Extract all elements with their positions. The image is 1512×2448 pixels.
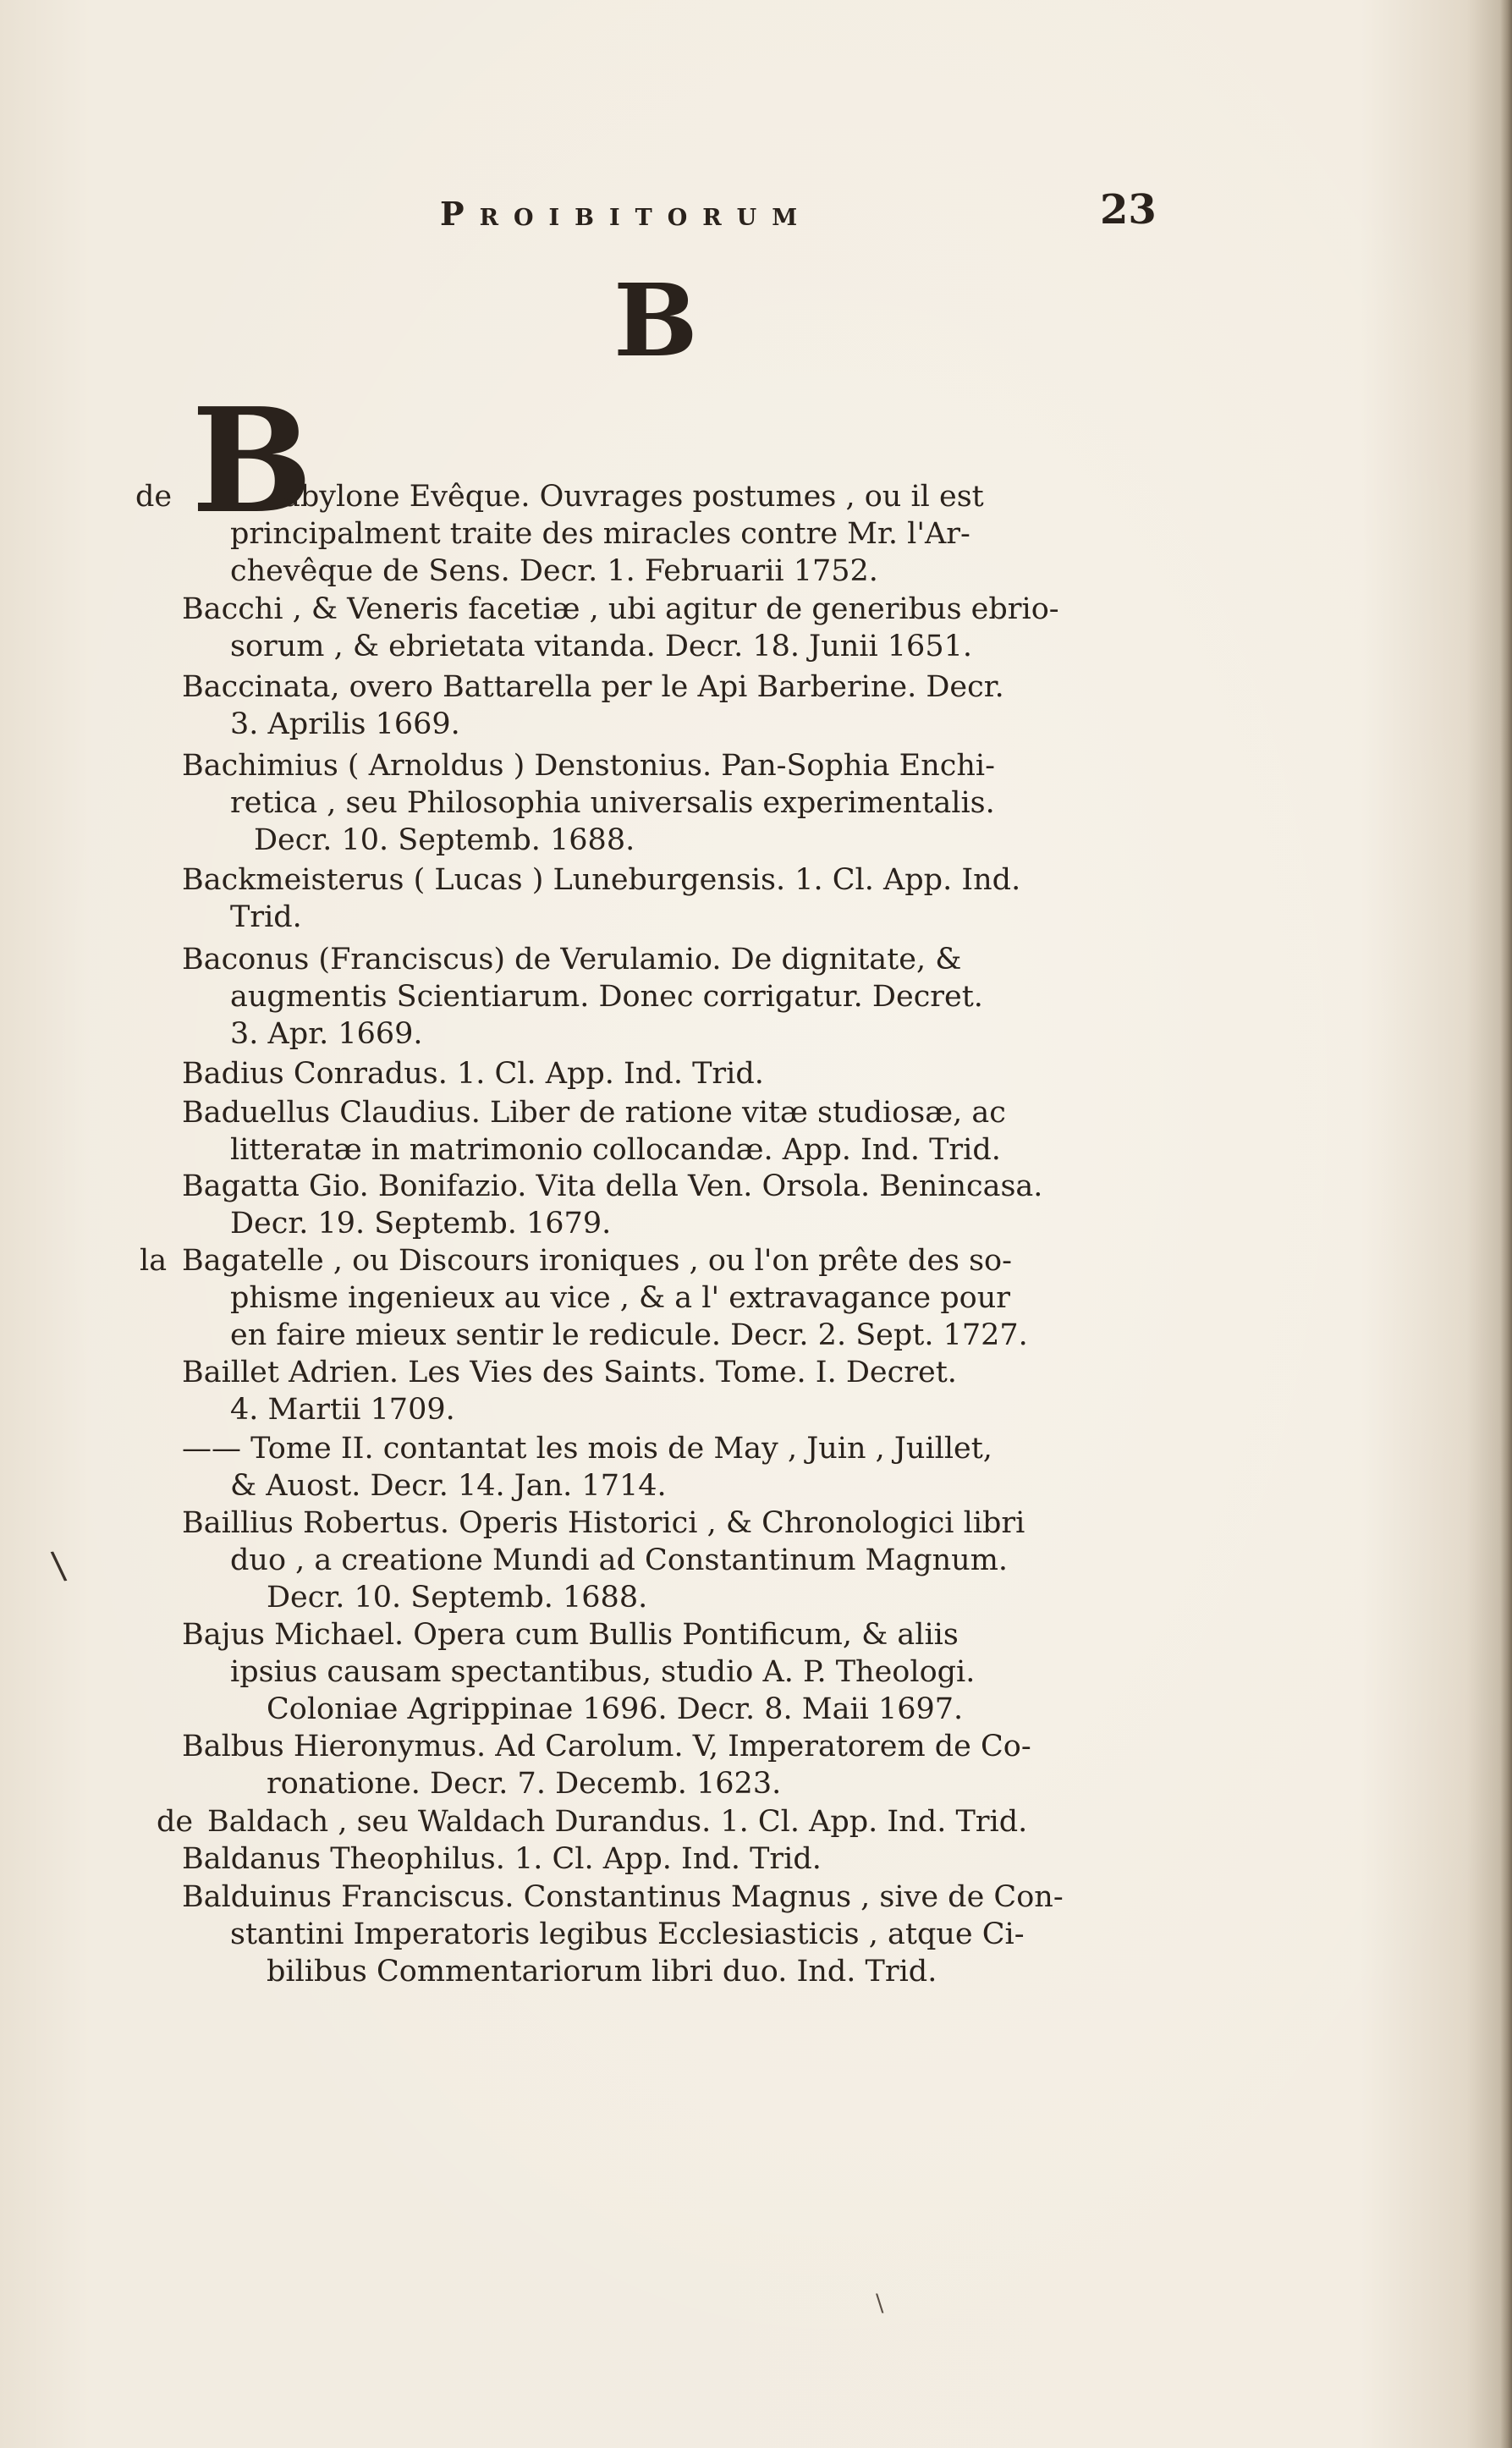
drop-cap: B (191, 377, 313, 546)
index-entry (182, 1616, 975, 1728)
index-entry (182, 1728, 1031, 1802)
entry-line: Decr. 19. Septemb. 1679. (230, 1207, 612, 1241)
entry-line: Backmeisterus ( Lucas ) Luneburgensis. 1. Cl. App. Ind. (182, 863, 1021, 897)
page-edge-shadow (1500, 0, 1512, 2448)
entry-line: Decr. 10. Septemb. 1688. (267, 1581, 648, 1615)
entry-line: 4. Martii 1709. (230, 1393, 455, 1427)
section-letter: B (613, 261, 698, 379)
index-entry (182, 1430, 992, 1505)
index-entry (207, 1803, 1027, 1840)
entry-line: —— Tome II. contantat les mois de May , Juin , Juillet, (182, 1432, 992, 1466)
entry-line: litteratæ in matrimonio collocandæ. App. Ind. Trid. (230, 1133, 1001, 1167)
index-entry (182, 1168, 1042, 1242)
entry-line: duo , a creatione Mundi ad Constantinum Magnum. (230, 1543, 1009, 1577)
index-entry (283, 478, 984, 515)
entry-line: 3. Apr. 1669. (230, 1017, 423, 1051)
entry-line: Baillet Adrien. Les Vies des Saints. Tome. I. Decret. (182, 1356, 957, 1389)
index-entry (182, 1055, 764, 1092)
entry-line: ronatione. Decr. 7. Decemb. 1623. (267, 1767, 782, 1801)
index-entry (182, 1354, 957, 1428)
entry-prefix: la (140, 1244, 168, 1278)
index-entry (182, 1242, 1028, 1354)
entry-line: sorum , & ebrietata vitanda. Decr. 18. Junii 1651. (230, 630, 972, 663)
entry-line: Bacchi , & Veneris facetiæ , ubi agitur de generibus ebrio- (182, 592, 1059, 626)
entry-line: Baillius Robertus. Operis Historici , & Chronologici libri (182, 1506, 1025, 1540)
entry-line: & Auost. Decr. 14. Jan. 1714. (230, 1469, 667, 1503)
index-entry (182, 1840, 822, 1878)
index-entry (182, 591, 1059, 665)
entry-line: Balbus Hieronymus. Ad Carolum. V, Imperatorem de Co- (182, 1730, 1031, 1763)
entry-line: abylone Evêque. Ouvrages postumes , ou il est (283, 480, 984, 514)
index-entry (182, 668, 1004, 743)
entry-line: Bachimius ( Arnoldus ) Denstonius. Pan-Sophia Enchi- (182, 749, 995, 783)
entry-line: en faire mieux sentir le redicule. Decr. 2. Sept. 1727. (230, 1318, 1028, 1352)
bottom-mark: \ (876, 2289, 884, 2317)
entry-line: Baccinata, overo Battarella per le Api Barberine. Decr. (182, 670, 1004, 704)
index-entry (182, 941, 983, 1053)
entry-line: chevêque de Sens. Decr. 1. Februarii 1752. (230, 554, 878, 588)
entry-line: Baconus (Franciscus) de Verulamio. De dignitate, & (182, 943, 962, 976)
entry-line: Baldach , seu Waldach Durandus. 1. Cl. App. Ind. Trid. (207, 1805, 1028, 1839)
index-entry (182, 1505, 1025, 1616)
entry-prefix: de (157, 1805, 194, 1839)
entry-line: 3. Aprilis 1669. (230, 707, 460, 741)
entry-line: Bagatelle , ou Discours ironiques , ou l'on prête des so- (182, 1244, 1012, 1278)
entry-line: Balduinus Franciscus. Constantinus Magnus , sive de Con- (182, 1880, 1064, 1914)
index-entry (182, 861, 1020, 936)
margin-mark: \ (49, 1543, 69, 1588)
entry-line: Trid. (230, 900, 302, 934)
entry-line: stantini Imperatoris legibus Ecclesiasticis , atque Ci- (230, 1917, 1025, 1951)
entry-line: retica , seu Philosophia universalis experimentalis. (230, 786, 995, 820)
entry-line: ipsius causam spectantibus, studio A. P. Theologi. (230, 1655, 976, 1689)
entry-line: Baduellus Claudius. Liber de ratione vitæ studiosæ, ac (182, 1096, 1006, 1130)
entry-line: principalment traite des miracles contre Mr. l'Ar- (230, 517, 970, 551)
entry-line: Bagatta Gio. Bonifazio. Vita della Ven. Orsola. Benincasa. (182, 1169, 1043, 1203)
entry-line: phisme ingenieux au vice , & a l' extravagance pour (230, 1281, 1010, 1315)
entry-line: Baldanus Theophilus. 1. Cl. App. Ind. Trid. (182, 1842, 822, 1876)
index-entry (182, 1094, 1006, 1169)
index-entry (182, 1879, 1064, 1990)
entry-line: Bajus Michael. Opera cum Bullis Pontificum, & aliis (182, 1618, 959, 1652)
entry-line: Decr. 10. Septemb. 1688. (254, 823, 635, 857)
entry-line: augmentis Scientiarum. Donec corrigatur. Decret. (230, 980, 983, 1014)
running-head: Proibitorum (440, 195, 813, 233)
entry-line: bilibus Commentariorum libri duo. Ind. Trid. (267, 1955, 937, 1989)
entry-prefix: de (135, 480, 173, 514)
index-entry (230, 515, 970, 590)
entry-line: Coloniae Agrippinae 1696. Decr. 8. Maii 1697. (267, 1692, 964, 1726)
entry-line: Badius Conradus. 1. Cl. App. Ind. Trid. (182, 1057, 764, 1091)
page-number: 23 (1100, 186, 1157, 234)
index-entry (182, 747, 995, 859)
